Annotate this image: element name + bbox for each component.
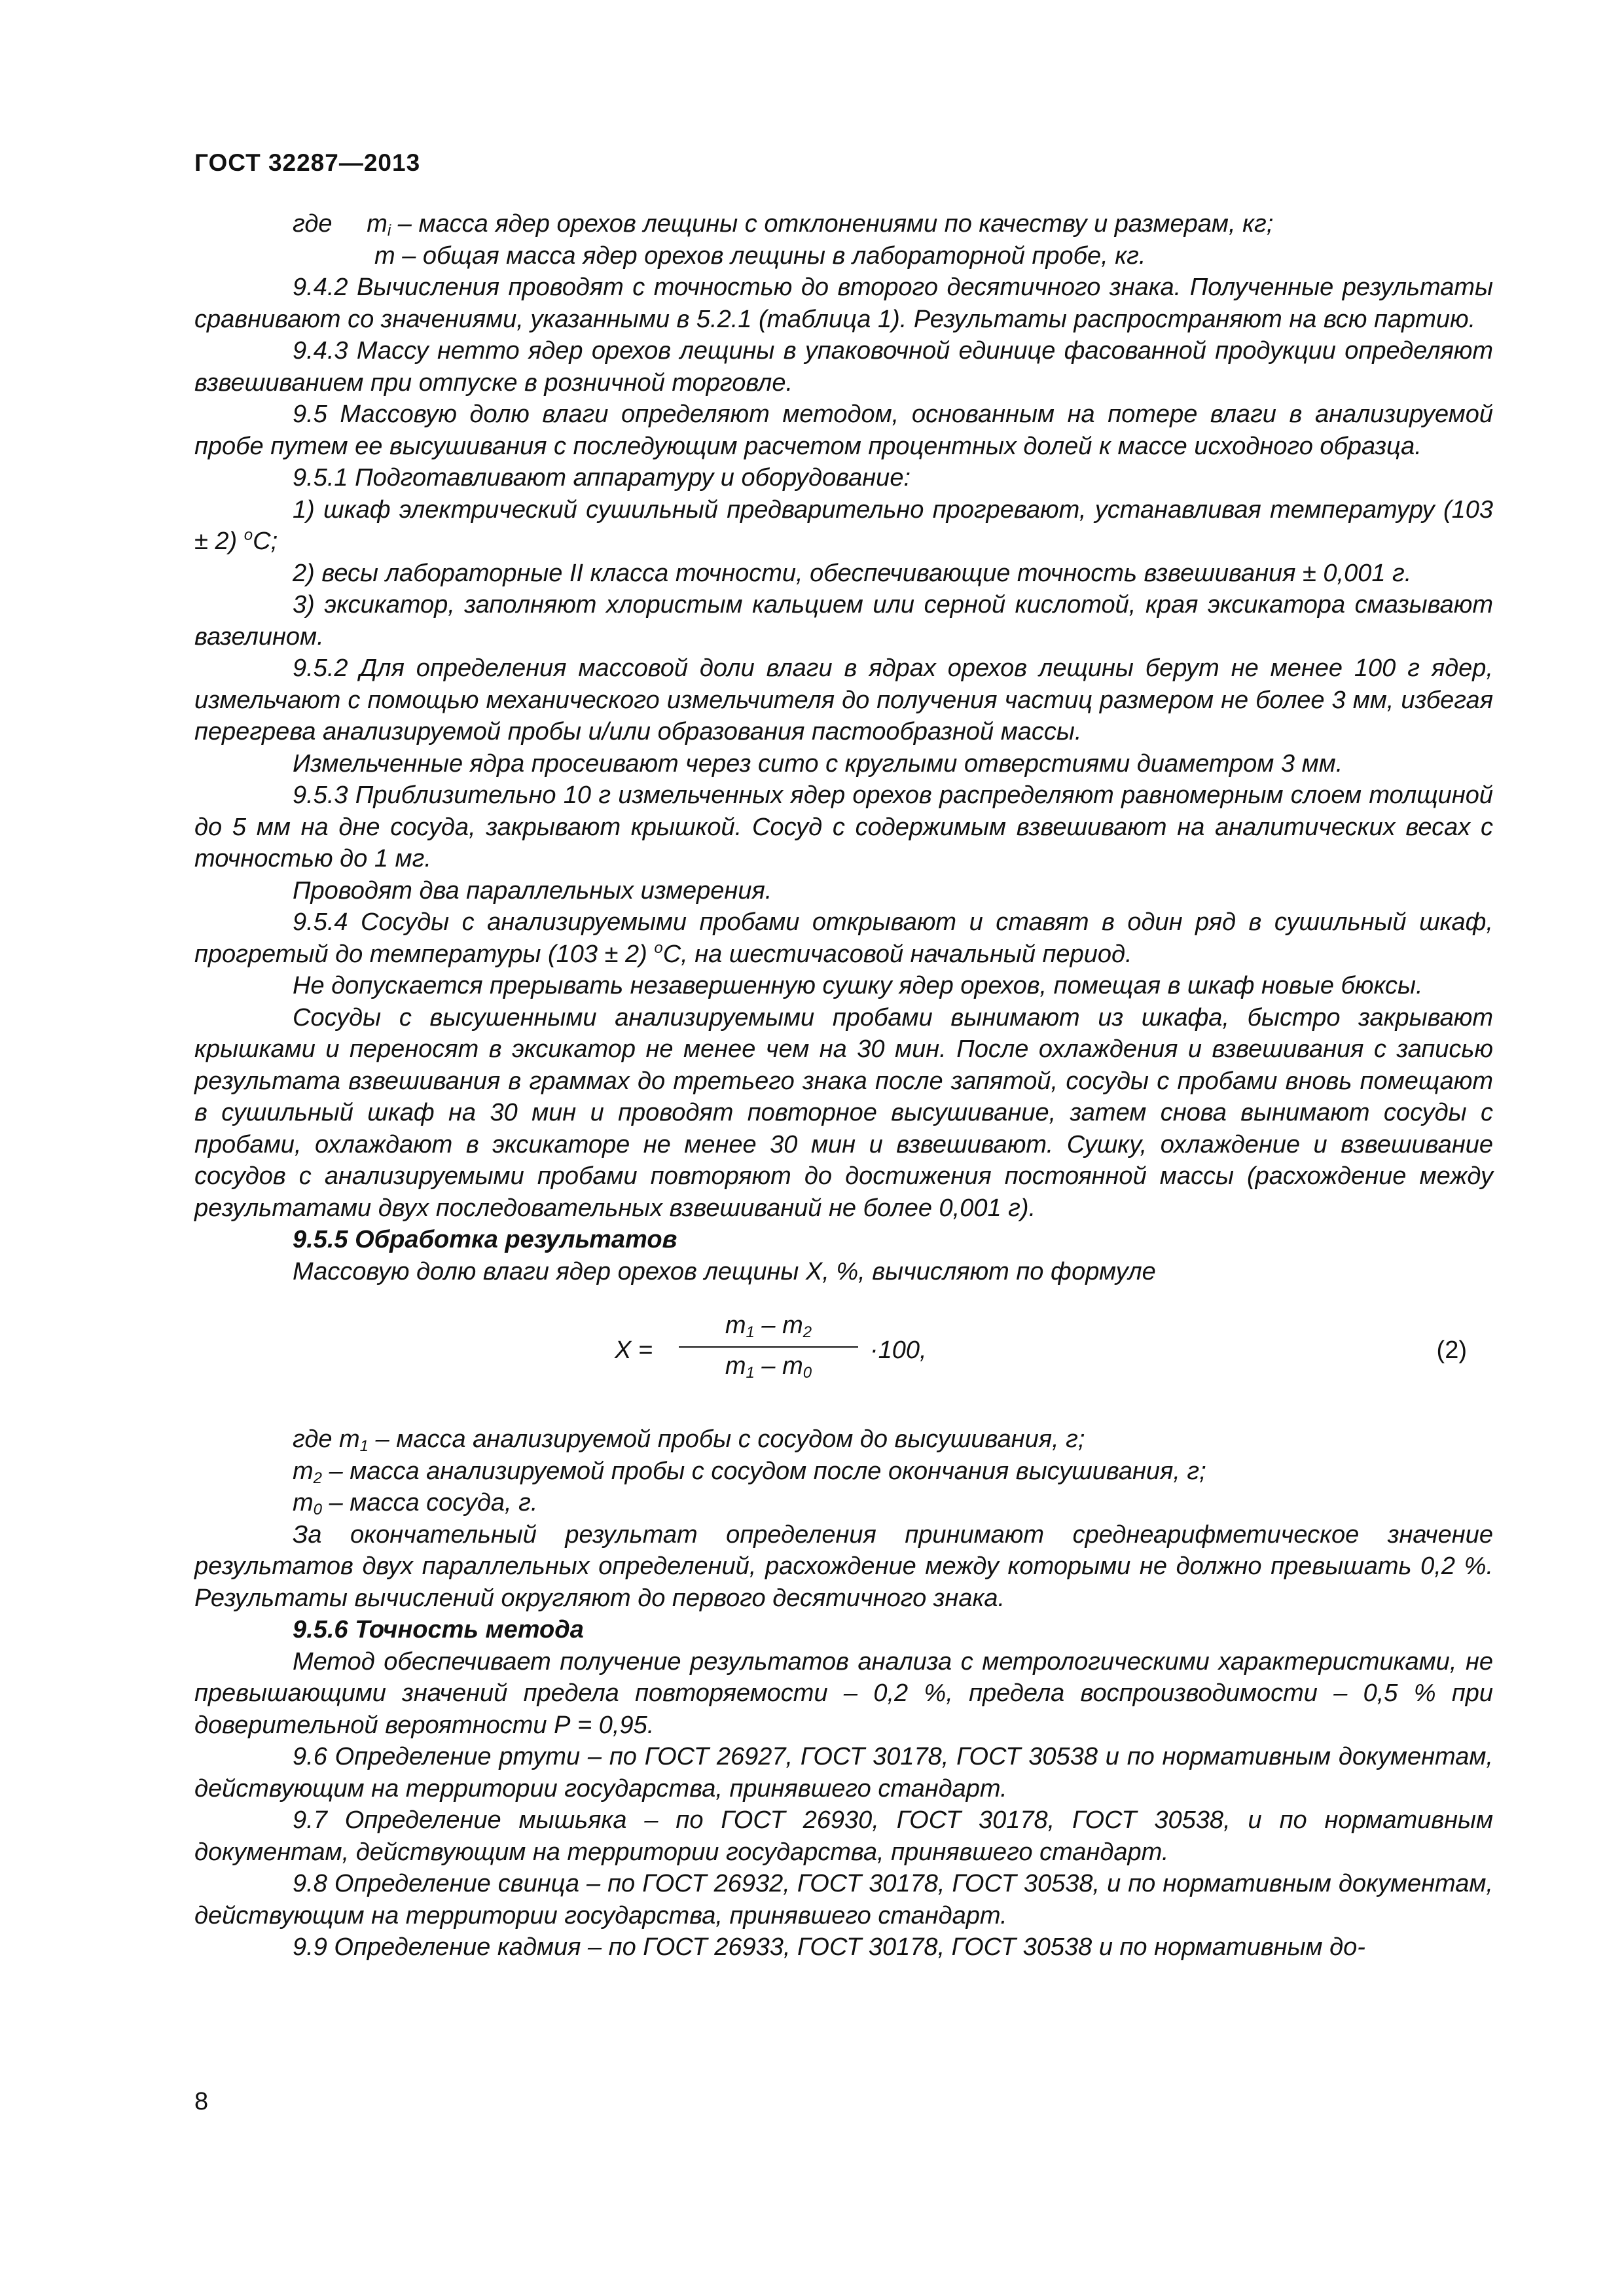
symbol-m: m	[725, 1312, 746, 1339]
list-item-2: 2) весы лабораторные II класса точности, обеспечивающие точность взвешивания ± 0,001 г.	[293, 559, 1412, 587]
page-number: 8	[194, 2088, 209, 2115]
paragraph-text: 9.5.4 Сосуды с анализируемыми пробами открывают и ставят в один ряд в сушильный шкаф, прогретый до температуры (103 ± 2)	[194, 908, 1493, 968]
where-m0	[194, 1487, 1493, 1519]
paragraph-formula-intro: Массовую долю влаги ядер орехов лещины Х, %, вычисляют по формуле	[293, 1257, 1156, 1285]
symbol-subscript: 2	[803, 1323, 812, 1341]
formula-2	[194, 1310, 1493, 1400]
paragraph-9-7: 9.7 Определение мышьяка – по ГОСТ 26930, ГОСТ 30178, ГОСТ 30538, и по нормативным документам, действующим на территории государства, принявшего стандарт.	[194, 1806, 1493, 1866]
paragraph-no-interrupt: Не допускается прерывать незавершенную сушку ядер орехов, помещая в шкаф новые бюксы.	[293, 972, 1423, 999]
list-item-text: 1) шкаф электрический сушильный предварительно прогревают, устанавливая температуру (103 ± 2)	[194, 495, 1493, 555]
where-definition: – масса анализируемой пробы с сосудом до высушивания, г;	[369, 1426, 1085, 1453]
paragraph-9-5-2: 9.5.2 Для определения массовой доли влаги в ядрах орехов лещины берут не менее 100 г ядер, измельчают с помощью механического измельчителя до получения частиц размером не более 3 мм, избегая перегрева анализируемой пробы и/или образования пастообразной массы.	[194, 655, 1493, 745]
list-item-1	[194, 494, 1493, 558]
where-definition: – масса сосуда, г.	[322, 1489, 538, 1516]
symbol-m: m	[725, 1352, 746, 1380]
where-clause-total-mass	[194, 240, 1493, 272]
paragraph-parallel: Проводят два параллельных измерения.	[293, 876, 772, 905]
paragraph-9-9: 9.9 Определение кадмия – по ГОСТ 26933, ГОСТ 30178, ГОСТ 30538 и по нормативным до-	[293, 1933, 1365, 1961]
symbol-m: m	[374, 242, 395, 270]
symbol-m: m	[339, 1426, 360, 1453]
paragraph-9-5-1: 9.5.1 Подготавливают аппаратуру и оборудование:	[293, 464, 911, 492]
symbol-m: m	[367, 210, 388, 238]
formula-multiplier: ·100,	[870, 1336, 927, 1364]
symbol-m: m	[293, 1489, 314, 1516]
list-item-3: 3) эксикатор, заполняют хлористым кальцием или серной кислотой, края эксикатора смазывают вазелином.	[194, 591, 1493, 651]
formula-minus-m: – m	[754, 1312, 803, 1339]
paragraph-final-result: За окончательный результат определения принимают среднеарифметическое значение результатов двух параллельных определений, расхождение между которыми не должно превышать 0,2 %. Результаты вычислений округляют до первого десятичного знака.	[194, 1520, 1493, 1612]
heading-9-5-6: 9.5.6 Точность метода	[293, 1616, 584, 1643]
where-lead: где	[293, 1426, 340, 1453]
paragraph-9-5-4	[194, 906, 1493, 970]
formula-minus-m: – m	[754, 1352, 803, 1380]
paragraph-accuracy: Метод обеспечивает получение результатов анализа с метрологическими характеристиками, не превышающими значений предела повторяемости – 0,2 %, предела воспроизводимости – 0,5 % при доверительной вероятности Р = 0,95.	[194, 1647, 1493, 1739]
symbol-subscript: 0	[313, 1501, 323, 1518]
symbol-subscript: 1	[746, 1364, 755, 1382]
symbol-subscript: i	[387, 222, 391, 240]
heading-9-5-5: 9.5.5 Обработка результатов	[293, 1226, 677, 1253]
symbol-subscript: 1	[746, 1323, 755, 1341]
formula-lhs: Х =	[615, 1336, 653, 1364]
degree-sign: o	[244, 526, 253, 544]
paragraph-9-4-3: 9.4.3 Массу нетто ядер орехов лещины в упаковочной единице фасованной продукции определяют взвешиванием при отпуске в розничной торговле.	[194, 337, 1493, 397]
paragraph-9-5: 9.5 Массовую долю влаги определяют методом, основанным на потере влаги в анализируемой пробе путем ее высушивания с последующим расчетом процентных долей к массе исходного образца.	[194, 401, 1493, 460]
where-m2	[194, 1456, 1493, 1488]
where-definition: – общая масса ядер орехов лещины в лабораторной пробе, кг.	[395, 242, 1146, 270]
paragraph-vessels: Сосуды с высушенными анализируемыми пробами вынимают из шкафа, быстро закрывают крышками и переносят в эксикатор не менее чем на 30 мин. После охлаждения и взвешивания с записью результата взвешивания в граммах до третьего знака после запятой, сосуды с пробами вновь помещают в сушильный шкаф на 30 мин и проводят повторное высушивание, затем снова вынимают сосуды с пробами, охлаждают в эксикаторе не менее 30 мин и взвешивают. Сушку, охлаждение и взвешивание сосудов с анализируемыми пробами повторяют до достижения постоянной массы (расхождение между результатами двух последовательных взвешиваний не более 0,001 г).	[194, 1003, 1493, 1222]
where-definition: – масса анализируемой пробы с сосудом после окончания высушивания, г;	[322, 1457, 1206, 1485]
where-m1	[194, 1424, 1493, 1456]
symbol-subscript: 2	[313, 1469, 323, 1487]
symbol-subscript: 0	[803, 1364, 812, 1382]
list-item-text: C;	[253, 528, 278, 555]
symbol-m: m	[293, 1457, 314, 1485]
where-clause-mass-masses	[194, 208, 1493, 240]
paragraph-text: С, на шестичасовой начальный период.	[662, 940, 1132, 968]
paragraph-9-6: 9.6 Определение ртути – по ГОСТ 26927, ГОСТ 30178, ГОСТ 30538 и по нормативным документам, действующим на территории государства, принявшего стандарт.	[194, 1743, 1493, 1803]
fraction-bar	[679, 1346, 858, 1348]
degree-sign: o	[654, 939, 663, 957]
paragraph-sieve: Измельченные ядра просеивают через сито с круглыми отверстиями диаметром 3 мм.	[293, 749, 1343, 778]
where-lead: где	[293, 210, 333, 238]
formula-number: (2)	[1436, 1336, 1467, 1364]
paragraph-9-5-3: 9.5.3 Приблизительно 10 г измельченных ядер орехов распределяют равномерным слоем толщиной до 5 мм на дне сосуда, закрывают крышкой. Сосуд с содержимым взвешивают на аналитических весах с точностью до 1 мг.	[194, 781, 1493, 872]
symbol-subscript: 1	[359, 1437, 369, 1455]
standard-header: ГОСТ 32287—2013	[194, 149, 421, 176]
document-body	[194, 208, 1493, 1964]
paragraph-9-4-2: 9.4.2 Вычисления проводят с точностью до второго десятичного знака. Полученные результаты сравнивают со значениями, указанными в 5.2.1 (таблица 1). Результаты распространяют на всю партию.	[194, 274, 1493, 333]
where-definition: – масса ядер орехов лещины с отклонениями по качеству и размерам, кг;	[391, 210, 1274, 238]
formula-numerator	[679, 1310, 858, 1342]
paragraph-9-8: 9.8 Определение свинца – по ГОСТ 26932, ГОСТ 30178, ГОСТ 30538, и по нормативным документам, действующим на территории государства, принявшего стандарт.	[194, 1870, 1493, 1929]
formula-denominator	[679, 1350, 858, 1382]
